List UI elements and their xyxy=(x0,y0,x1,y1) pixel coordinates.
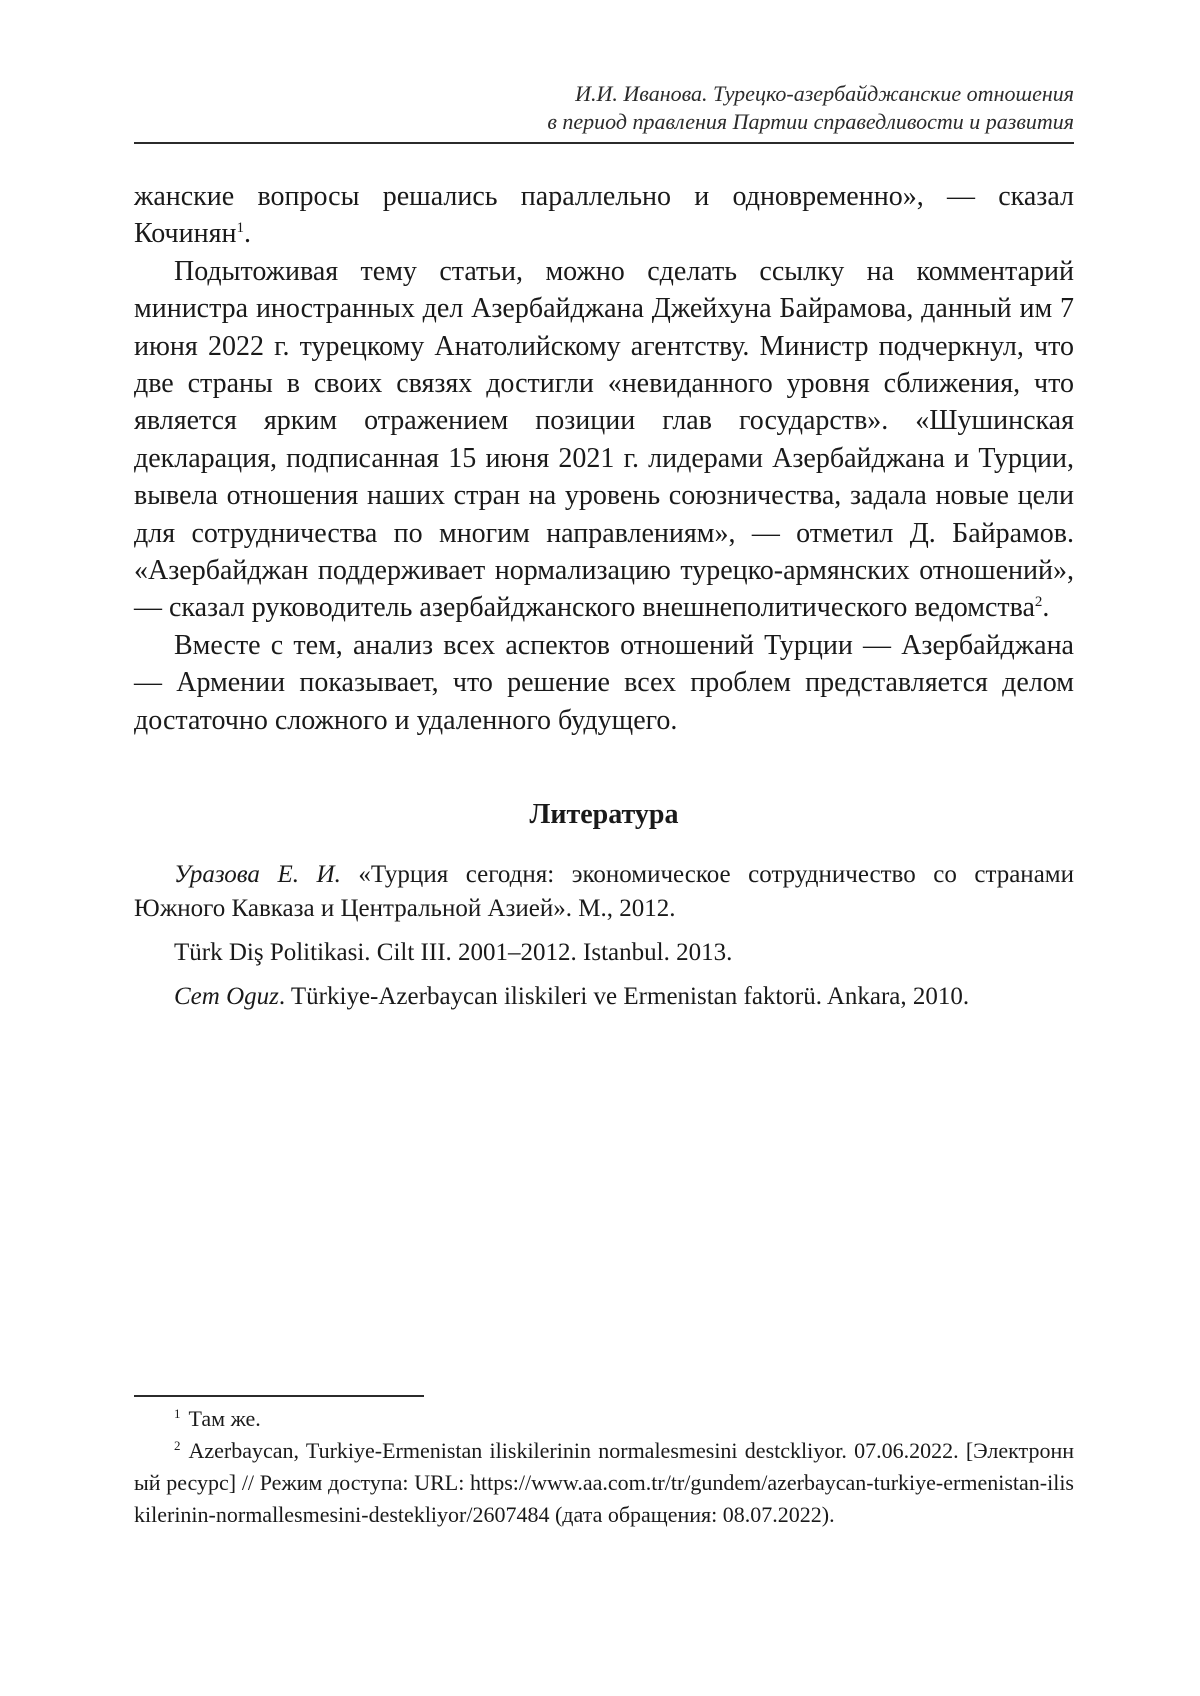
running-head-line-1: И.И. Иванова. Турецко-азербайджанские отношения xyxy=(575,81,1074,106)
footnote-ref-2[interactable]: 2 xyxy=(1034,594,1043,611)
paragraph-1-text: жанские вопросы решались параллельно и одновременно», — сказал Кочинян xyxy=(134,181,1074,250)
reference-text: «Турция сегодня: экономическое сотрудничество со странами Южного Кавказа и Центральной Азией». М., 2012. xyxy=(134,861,1074,922)
paragraph-3: Вместе с тем, анализ всех аспектов отношений Турции — Азербайджана — Армении показывает, что решение всех проблем представляется делом достаточно сложного и удаленного будущего. xyxy=(134,629,1074,736)
paragraph-1 xyxy=(134,178,1074,253)
reference-text: . Türkiye-Azerbaycan iliskileri ve Ermenistan faktorü. Ankara, 2010. xyxy=(278,983,970,1010)
footnote-1 xyxy=(134,1403,1074,1435)
reference-list xyxy=(134,858,1074,1024)
running-head xyxy=(134,80,1074,136)
header-rule xyxy=(134,142,1074,144)
reference-item xyxy=(134,980,1074,1014)
reference-item xyxy=(134,936,1074,970)
footnote-number: 2 xyxy=(174,1438,181,1453)
footnotes xyxy=(134,1403,1074,1531)
paragraph-2-text: Подытоживая тему статьи, можно сделать ссылку на комментарий министра иностранных дел Азербайджана Джейхуна Байрамова, данный им 7 июня 2022 г. турецкому Анатолийскому агентству. Министр подчеркнул, что две страны в своих связях достигли «невиданного уровня сближения, что является ярким отражением позиции глав государств». «Шушинская декларация, подписанная 15 июня 2021 г. лидерами Азербайджана и Турции, вывела отношения наших стран на уровень союзничества, задала новые цели для сотрудничества по многим направлениям», — отметил Д. Байрамов. «Азербайджан поддерживает нормализацию турецко-армянских отношений», — сказал руководитель азербайджанского внешнеполитического ведомства xyxy=(134,255,1074,624)
reference-text: Türk Diş Politikasi. Cilt III. 2001–2012. Istanbul. 2013. xyxy=(174,939,733,966)
footnote-rule xyxy=(134,1395,424,1397)
footnote-ref-1[interactable]: 1 xyxy=(236,220,244,237)
paragraph-2-end: . xyxy=(1042,592,1050,624)
paragraph-2 xyxy=(134,253,1074,627)
footnote-text: Там же. xyxy=(188,1406,261,1431)
article-body xyxy=(134,178,1074,739)
reference-author: Cem Oguz xyxy=(174,983,279,1010)
footnote-2 xyxy=(134,1435,1074,1531)
literature-heading: Литература xyxy=(529,799,679,830)
footnote-number: 1 xyxy=(174,1406,181,1421)
reference-item xyxy=(134,858,1074,926)
running-head-line-2: в период правления Партии справедливости и развития xyxy=(547,109,1074,134)
footnote-text: Azerbaycan, Turkiye-Ermenistan iliskilerinin normalesmesini destckliyor. 07.06.2022. [Электронный ресурс] // Режим доступа: URL: https://www.aa.com.tr/tr/gundem/azerbaycan-turkiye-ermenistan-iliskilerinin-normallesmesini-destekliyor/2607484 (дата обращения: 08.07.2022). xyxy=(134,1438,1074,1527)
paragraph-1-end: . xyxy=(243,218,251,250)
reference-author: Уразова Е. И. xyxy=(174,861,341,888)
